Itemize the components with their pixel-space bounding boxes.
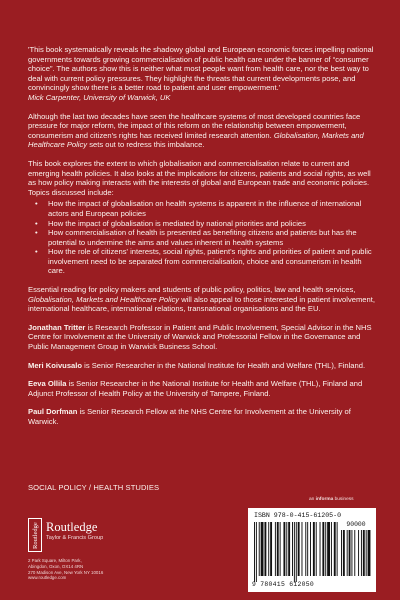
author-name: Eeva Ollila [28,379,67,389]
barcode-bar [275,522,276,576]
barcode-bar [288,522,290,576]
publisher-address [28,558,103,581]
addon-barcode-icon [341,530,371,584]
author-bio-text: is Senior Research Fellow at the NHS Centre for Involvement at the University of Warwick. [28,407,351,426]
publisher-spine-text: Routledge [32,522,39,549]
barcode-bar [368,530,371,576]
list-item-text: How commercialisation of health is presented as benefiting citizens and patients but has the potential to undermine the aims and values inherent in health systems [48,228,357,247]
barcode-bar [349,530,351,576]
list-item-text: How the impact of globalisation is mediated by national priorities and policies [48,218,306,228]
author-bio [28,361,378,371]
bullet-icon: • [35,228,38,238]
review-attribution: Mick Carpenter, University of Warwick, UK [28,92,171,102]
address-line: 270 Madison Ave, New York NY 10016 [28,569,104,575]
publisher-group: Taylor & Francis Group [46,535,104,541]
paragraph-intro-text: Although the last two decades have seen the healthcare systems of most developed countries face pressure for major reform, the impact of this reform on the relationship between empowerment, consumerism and citizen's rights has received limited research attention. [28,111,361,140]
publisher-name: Routledge [46,520,98,534]
book-title-inline: Globalisation, Markets and Healthcare Policy [28,294,180,304]
list-item [28,199,378,218]
barcode-bar [322,522,324,576]
barcode-bar [261,522,264,576]
barcode-bar [354,530,355,576]
paragraph-audience [28,285,378,314]
barcode-bar [343,530,345,576]
topics-list [28,199,378,276]
barcode-bar [316,522,317,576]
barcode-bar [363,530,365,576]
barcode-panel [248,508,376,592]
barcode-bar [264,522,266,576]
barcode-bar [347,530,348,576]
barcode-bar [286,522,287,576]
barcode-bar [334,522,336,576]
bullet-icon: • [35,218,38,228]
barcode-bar [305,522,306,576]
informa-suffix: business [333,497,354,502]
author-name: Meri Koivusalo [28,360,83,370]
barcode-bar [307,522,308,576]
paragraph-audience-text: Essential reading for policy makers and students of public policy, politics, law and health services, [28,285,356,295]
address-line: Abingdon, Oxon, OX14 4RN [28,563,84,569]
list-item [28,219,378,229]
barcode-bar [361,530,362,576]
barcode-bar [341,530,342,576]
barcode-bar [280,522,281,576]
barcode-bar [259,522,260,576]
address-line: www.routledge.com [28,575,67,581]
barcode-bar [292,522,293,576]
barcode-bar [337,522,338,576]
ean-digits-label: 9 780415 612050 [252,581,315,588]
barcode-bar [325,522,326,576]
paragraph-audience-tail: will also appeal to those interested in patient involvement, international healthcare, international relations, transnational organisations and the EU. [28,294,375,314]
barcode-bar [366,530,367,576]
routledge-logo-icon [28,518,42,552]
author-name: Jonathan Tritter [28,322,86,332]
barcode-bar [320,522,321,576]
barcode-bar [310,522,311,576]
barcode-bar [296,522,297,582]
barcode-bar [351,530,352,576]
list-item [28,228,378,247]
author-bio-text: is Research Professor in Patient and Public Involvement, Special Advisor in the NHS Centre for Involvement at the University of Warwick and Professorial Fellow in the Governance and Public Management Group in Warwick Business School. [28,322,372,352]
barcode-bar [256,522,257,582]
barcode-bar [302,522,303,576]
barcode-bar [313,522,315,576]
bullet-icon: • [35,247,38,257]
address-line: 2 Park Square, Milton Park, [28,558,82,563]
ean-barcode-icon [254,522,338,584]
author-bio-text: is Senior Researcher in the National Institute for Health and Welfare (THL), Finland and Adjunct Professor of Health Policy at the University of Tampere, Finland. [28,379,363,398]
author-bio-text: is Senior Researcher in the National Institute for Health and Welfare (THL), Finland. [82,360,366,370]
barcode-bar [331,522,332,576]
review-quote-text: 'This book systematically reveals the shadowy global and European economic forces impelling national governments towards growing commercialisation of public health care under the banner of “consumer choice”. The authors show this is neither what most people want from health care, nor the best way to deal with current policy pressures. They highlight the threats that current developments pose, and convincingly show there is a better road to patient and user empowerment.' [28,45,374,93]
barcode-bar [327,522,330,576]
barcode-bar [268,522,269,576]
isbn-label: ISBN 978-0-415-61205-0 [254,512,342,519]
informa-prefix: an [309,497,316,502]
barcode-bar [298,522,300,576]
barcode-bar [277,522,279,576]
informa-business-label [309,497,354,502]
subject-category: SOCIAL POLICY / HEALTH STUDIES [28,483,160,492]
barcode-bar [254,522,255,582]
blurb-text [28,45,378,436]
barcode-bar [294,522,295,582]
informa-brand: informa [315,497,334,502]
author-bio [28,379,378,398]
author-name: Paul Dorfman [28,407,78,417]
paragraph-intro [28,112,378,150]
author-bio [28,323,378,352]
book-title-inline: Globalisation, Markets and Healthcare Policy [28,130,364,150]
paragraph-topics: This book explores the extent to which globalisation and commercialisation relate to current and emerging health policies. It also looks at the implications for citizens, patients and social rights, as well as how policy making interacts with the interests of global and European trade and economic policies. Topics discussed include: [28,158,371,197]
publisher-block [28,518,188,588]
review-quote [28,45,378,103]
list-item [28,247,378,276]
list-item-text: How the role of citizens' interests, social rights, patient's rights and priorities of patient and public involvement need to be separated from commercialisation, choice and consumerism in health care. [48,247,372,276]
bullet-icon: • [35,199,38,209]
price-addon-label: 90000 [346,521,366,528]
paragraph-intro-tail: sets out to redress this imbalance. [87,140,205,150]
author-bio [28,407,378,426]
barcode-bar [270,522,272,576]
list-item-text: How the impact of globalisation on health systems is apparent in the influence of international actors and European policies [48,199,362,218]
barcode-bar [283,522,285,576]
barcode-bar [358,530,359,576]
